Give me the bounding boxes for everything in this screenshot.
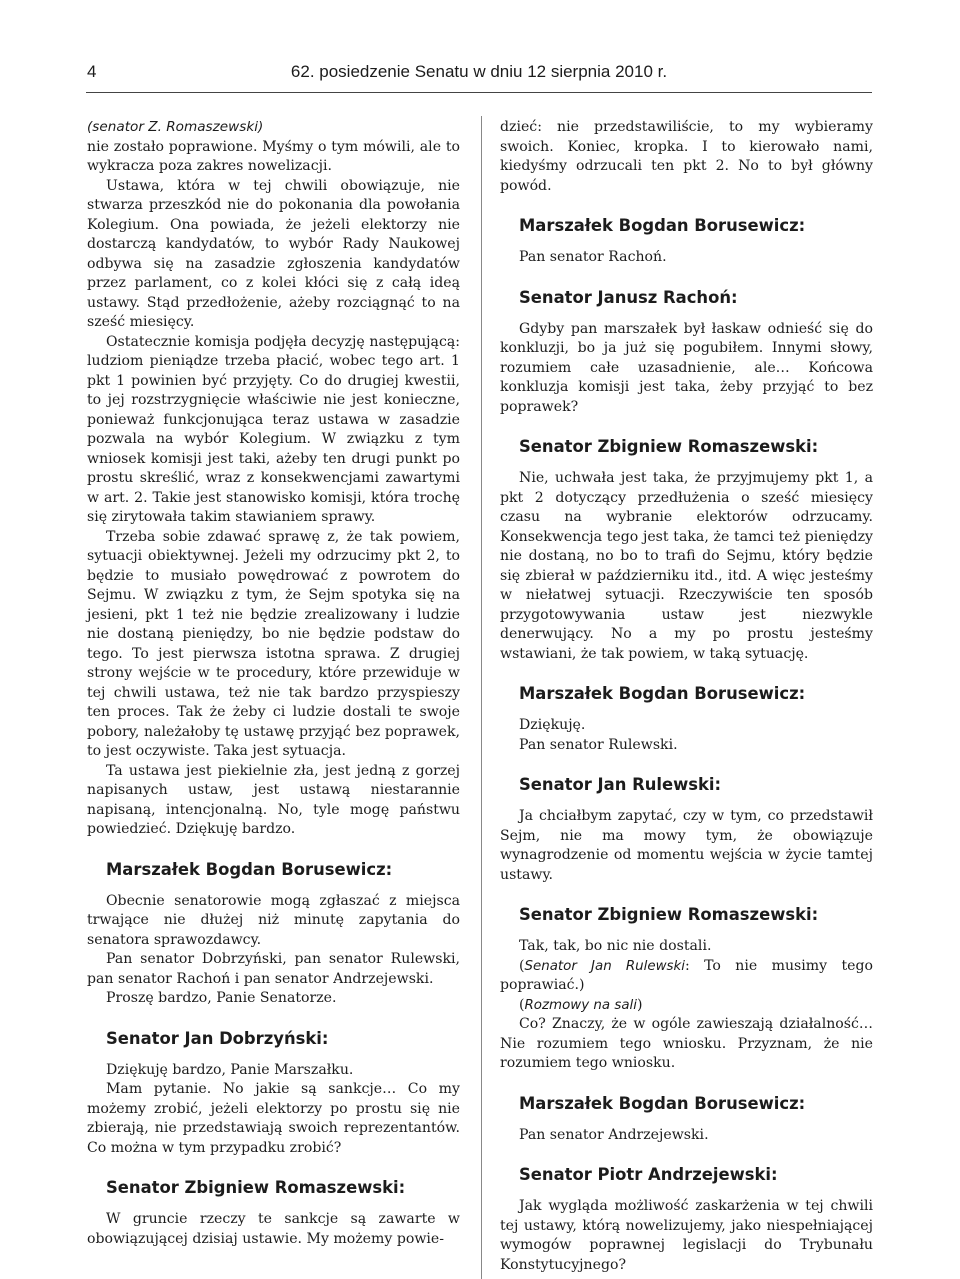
header-rule: [86, 92, 872, 93]
paragraph: Pan senator Rachoń.: [519, 249, 667, 265]
paragraph: Dziękuję.: [519, 717, 586, 733]
paragraph: Nie, uchwała jest taka, że przyjmujemy pkt 1, a pkt 2 dotyczący przedłużenia o sześć miesięcy czasu na wybranie elektorów odrzucamy. Konsekwencja tego jest taka, że tamci też pieniędzy nie dostaną, no bo to trafi do Sejmu, który będzie się zbierał w październiku itd., itd. A więc jesteśmy w niełatwej sytuacji. Rzeczywiście ten sposób przygotowywania ustaw jest niezwykle denerwujący. No a my po prostu jesteśmy wstawiani, że tak powiem, w taką sytuację.: [500, 470, 873, 662]
speaker-heading: Senator Zbigniew Romaszewski:: [106, 1178, 406, 1197]
speaker-heading: Senator Jan Dobrzyński:: [106, 1028, 329, 1048]
remark: (Rozmowy na sali): [519, 996, 643, 1013]
right-column: [500, 118, 873, 1275]
page-number: 4: [87, 62, 97, 81]
paragraph: Tak, tak, bo nic nie dostali.: [519, 938, 712, 954]
speaker-heading: Marszałek Bogdan Borusewicz:: [106, 859, 393, 879]
paragraph: Pan senator Andrzejewski.: [519, 1126, 709, 1143]
speaker-heading: Senator Janusz Rachoń:: [519, 287, 738, 307]
speaker-heading: Senator Jan Rulewski:: [519, 775, 722, 794]
paragraph: Gdyby pan marszałek był łaskaw odnieść się do konkluzji, bo ja już się pogubiłem. Innymi słowy, rozumiem całe uzasadnienie, ale… Końcowa konkluzja komisji jest taka, żeby przyjąć to bez poprawek?: [500, 320, 873, 415]
paragraph: W gruncie rzeczy te sankcje są zawarte w obowiązującej dzisiaj ustawie. My możemy powie-: [87, 1211, 460, 1247]
paragraph: Proszę bardzo, Panie Senatorze.: [106, 990, 337, 1006]
paragraph: Ja chciałbym zapytać, czy w tym, co przedstawił Sejm, nie ma mowy tym, że obowiązuje wynagrodzenie od momentu wejścia w życie tamtej ustawy.: [500, 808, 873, 883]
paragraph: Co? Znaczy, że w ogóle zawieszają działalność… Nie rozumiem tego wniosku. Przyznam, że nie rozumiem tego wniosku.: [500, 1016, 873, 1071]
interjection: (Senator Jan Rulewski: To nie musimy tego poprawiać.): [500, 957, 874, 993]
left-column: [87, 118, 460, 1249]
paragraph: Ustawa, która w tej chwili obowiązuje, nie stwarza przeszkód nie do pokonania dla powołania Kolegium. Ona powiada, że jeżeli elektorzy nie dostarczą kandydatów, to wybór Rady Naukowej odbywa się na zasadzie zgłoszenia kandydatów przez parlament, co z kolei kłóci się z całą ideą ustawy. Stąd przedłożenie, ażeby rozciągnąć to na sześć miesięcy.: [87, 177, 460, 330]
paragraph: Obecnie senatorowie mogą zgłaszać z miejsca trwające nie dłużej niż minutę zapytania do senatora sprawozdawcy.: [87, 892, 460, 948]
speaker-heading: Marszałek Bogdan Borusewicz:: [519, 1093, 806, 1113]
speaker-heading: Senator Zbigniew Romaszewski:: [519, 905, 819, 924]
paragraph: nie zostało poprawione. Myśmy o tym mówili, ale to wykracza poza zakres nowelizacji.: [87, 138, 460, 174]
paragraph: Mam pytanie. No jakie są sankcje… Co my możemy zrobić, jeżeli elektorzy po prostu się nie zbierają, nie przedstawiają swoich reprezentantów. Co można w tym przypadku zrobić?: [87, 1081, 460, 1156]
interjection-text: : To nie musimy tego poprawiać.: [500, 957, 874, 993]
remark-text: Rozmowy na sali: [524, 997, 637, 1013]
speaker-heading: Senator Piotr Andrzejewski:: [519, 1165, 778, 1184]
speaker-heading: Senator Zbigniew Romaszewski:: [519, 437, 819, 456]
paragraph: Ostatecznie komisja podjęła decyzję następującą: ludziom pieniądze trzeba płacić, wobec tego art. 1 pkt 1 powinien być przyjęty. Co do drugiej kwestii, to jej rozstrzygnięcie właściwie nie jest konieczne, ponieważ funkcjonująca teraz ustawa w zasadzie pozwala na wybór Kolegium. W związku z tym wniosek komisji jest taki, ażeby ten drugi punkt po prostu skreślić, wraz z konsekwencjami zawartymi w art. 2. Takie jest stanowisko komisji, która trochę się zirytowała takim stawianiem sprawy.: [87, 333, 460, 525]
paragraph: Pan senator Rulewski.: [519, 736, 678, 753]
page-header-title: 62. posiedzenie Senatu w dniu 12 sierpnia 2010 r.: [290, 62, 668, 81]
paragraph: dzieć: nie przedstawiliście, to my wybieramy swoich. Koniec, kropka. I to kierowało nami, kiedyśmy odrzucali ten pkt 2. No to był główny powód.: [500, 119, 873, 194]
interjection-speaker: Senator Jan Rulewski: [524, 958, 685, 974]
paragraph: Trzeba sobie zdawać sprawę z, że tak powiem, sytuacji obiektywnej. Jeżeli my odrzucimy pkt 2, to będzie to musiało powędrować z powrotem do Sejmu. W związku z tym, że Sejm spotyka się na jesieni, pkt 1 też nie będzie zrealizowany i ludzie nie dostaną pieniędzy, bo nie będzie podstaw do tego. To jest pierwsza istotna sprawa. Z drugiej strony wejście w te procedury, które przewiduje w tej chwili ustawa, też nie tak bardzo przyspieszy ten proces. Tak że żeby ci ludzie dostali te swoje pobory, należałoby tę ustawę przyjąć bez poprawek, to jest oczywiste. Taka jest sytuacja.: [87, 528, 460, 759]
paragraph: Dziękuję bardzo, Panie Marszałku.: [106, 1061, 354, 1078]
speaker-heading: Marszałek Bogdan Borusewicz:: [519, 684, 806, 703]
column-divider: [481, 116, 482, 1279]
speaker-heading: Marszałek Bogdan Borusewicz:: [519, 216, 806, 235]
paragraph: Ta ustawa jest piekielnie zła, jest jedną z gorzej napisanych ustaw, jest ustawą niestarannie napisaną, intencjonalną. No, tyle mogę państwu powiedzieć. Dziękuję bardzo.: [87, 762, 460, 837]
paragraph: Jak wygląda możliwość zaskarżenia w tej chwili tej ustawy, którą nowelizujemy, jako niespełniającej wymogów poprawnej legislacji do Trybunału Konstytucyjnego?: [500, 1198, 873, 1273]
paragraph: Pan senator Dobrzyński, pan senator Rulewski, pan senator Rachoń i pan senator Andrzejewski.: [87, 951, 460, 987]
speaker-continuation-note: (senator Z. Romaszewski): [87, 119, 264, 135]
